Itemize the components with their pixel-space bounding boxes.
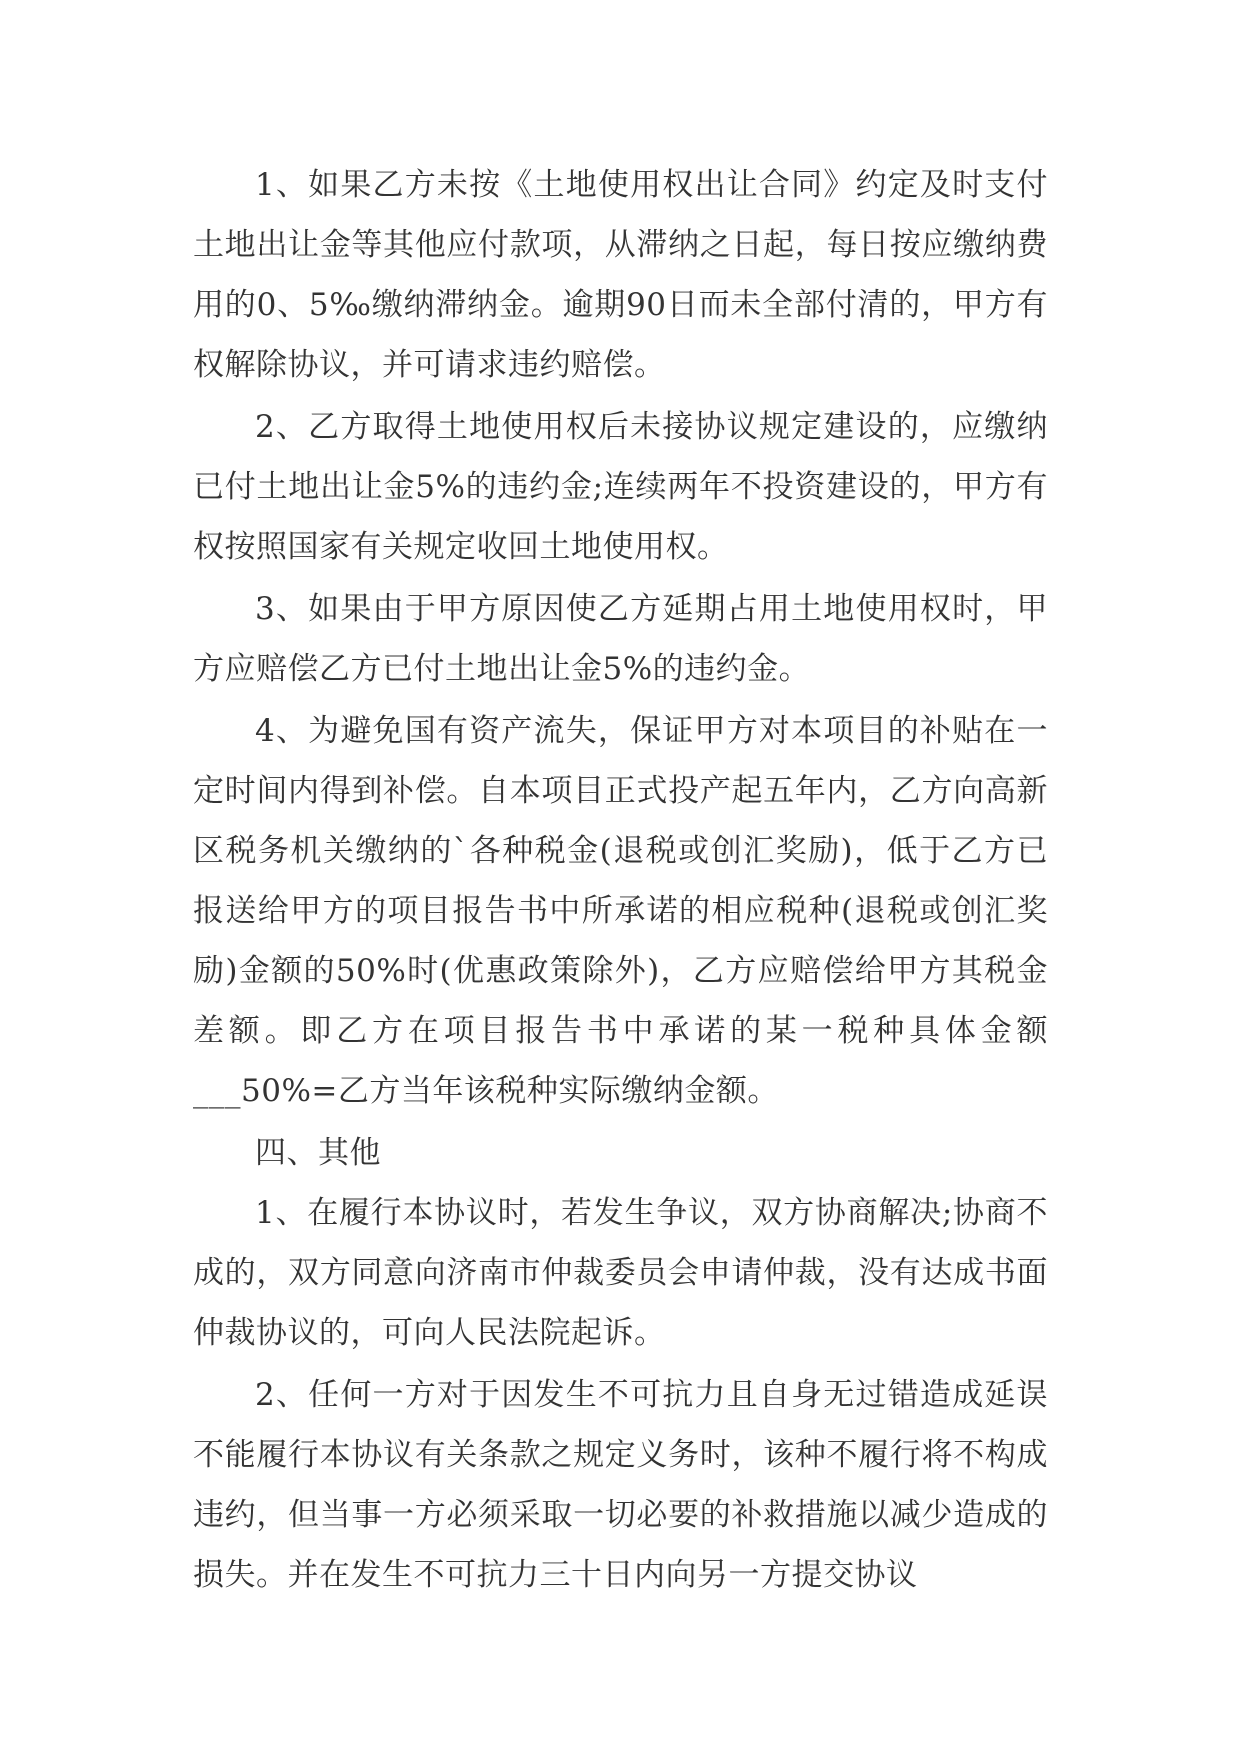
other-clause-2-force-majeure: 2、任何一方对于因发生不可抗力且自身无过错造成延误不能履行本协议有关条款之规定义务时，该种不履行将不构成违约，但当事一方必须采取一切必要的补救措施以减少造成的损失。并在发生不可抗力三十日内向另一方提交协议 <box>193 1377 1048 1593</box>
clause-1-late-payment: 1、如果乙方未按《土地使用权出让合同》约定及时支付土地出让金等其他应付款项，从滞纳之日起，每日按应缴纳费用的0、5‰缴纳滞纳金。逾期90日而未全部付清的，甲方有权解除协议，并可请求违约赔偿。 <box>193 167 1048 383</box>
document-body <box>193 155 1048 1607</box>
clause-2-construction-delay: 2、乙方取得土地使用权后未接协议规定建设的，应缴纳已付土地出让金5%的违约金;连续两年不投资建设的，甲方有权按照国家有关规定收回土地使用权。 <box>193 409 1048 565</box>
other-clause-1-disputes: 1、在履行本协议时，若发生争议，双方协商解决;协商不成的，双方同意向济南市仲裁委员会申请仲裁，没有达成书面仲裁协议的，可向人民法院起诉。 <box>193 1195 1048 1351</box>
clause-3-occupation-delay: 3、如果由于甲方原因使乙方延期占用土地使用权时，甲方应赔偿乙方已付土地出让金5%的违约金。 <box>193 591 1048 687</box>
clause-4-tax-compensation: 4、为避免国有资产流失，保证甲方对本项目的补贴在一定时间内得到补偿。自本项目正式投产起五年内，乙方向高新区税务机关缴纳的`各种税金(退税或创汇奖励)，低于乙方已报送给甲方的项目报告书中所承诺的相应税种(退税或创汇奖励)金额的50%时(优惠政策除外)，乙方应赔偿给甲方其税金差额。即乙方在项目报告书中承诺的某一税种具体金额___50%=乙方当年该税种实际缴纳金额。 <box>193 713 1048 1109</box>
section-heading-other: 四、其他 <box>255 1135 381 1171</box>
